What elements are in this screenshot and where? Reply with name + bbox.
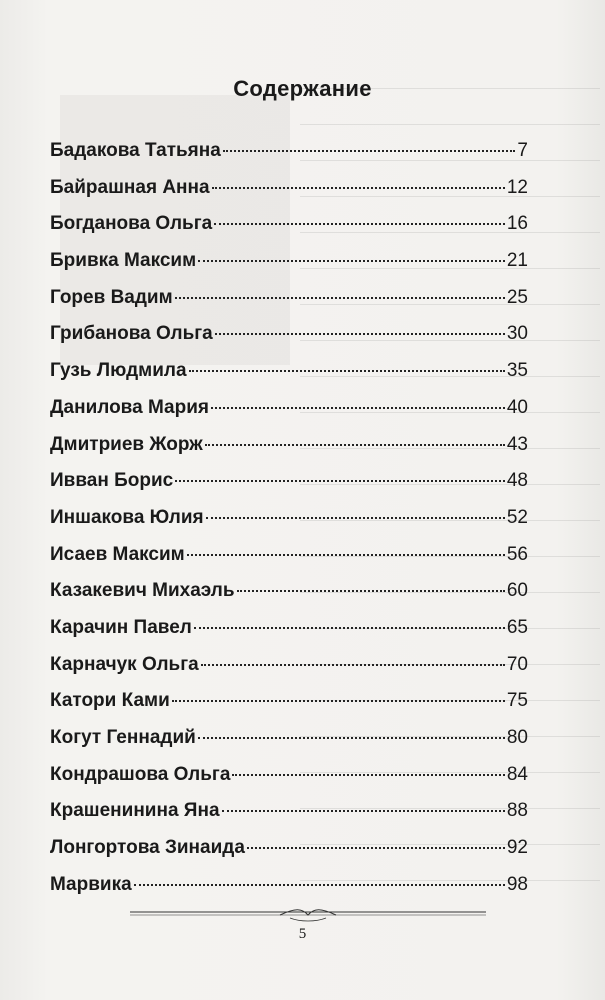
toc-entry-name: Иншакова Юлия — [50, 506, 204, 528]
toc-entry-page: 92 — [506, 837, 528, 859]
toc-entry-name: Бривка Максим — [50, 250, 197, 272]
dot-leader — [212, 187, 505, 189]
toc-entry-name: Данилова Мария — [50, 396, 209, 418]
toc-entry-page: 40 — [506, 396, 528, 418]
toc-entry-page: 75 — [506, 690, 528, 712]
table-of-contents — [50, 140, 528, 910]
toc-entry — [50, 690, 528, 727]
toc-entry-page: 25 — [506, 286, 528, 308]
dot-leader — [215, 333, 505, 335]
toc-entry-page: 35 — [506, 360, 528, 382]
toc-entry-page: 12 — [506, 176, 528, 198]
toc-entry-page: 65 — [506, 616, 528, 638]
toc-entry-page: 48 — [506, 470, 528, 492]
toc-entry-name: Горев Вадим — [50, 286, 173, 308]
toc-entry — [50, 250, 528, 287]
toc-entry — [50, 360, 528, 397]
toc-entry-page: 43 — [506, 433, 528, 455]
toc-entry-name: Дмитриев Жорж — [50, 433, 203, 455]
toc-entry — [50, 764, 528, 801]
toc-entry-page: 98 — [506, 873, 528, 895]
toc-entry — [50, 837, 528, 874]
dot-leader — [211, 407, 505, 409]
toc-entry — [50, 177, 528, 214]
toc-entry-name: Грибанова Ольга — [50, 323, 213, 345]
toc-entry-page: 52 — [506, 506, 528, 528]
toc-entry-page: 60 — [506, 580, 528, 602]
toc-entry-page: 56 — [506, 543, 528, 565]
divider-ornament — [130, 906, 486, 924]
toc-entry — [50, 434, 528, 471]
dot-leader — [175, 480, 505, 482]
dot-leader — [206, 517, 505, 519]
page-number: 5 — [298, 926, 307, 942]
toc-entry-page: 21 — [506, 250, 528, 272]
toc-entry-name: Исаев Максим — [50, 543, 185, 565]
toc-entry-page: 88 — [506, 800, 528, 822]
toc-entry-page: 80 — [506, 727, 528, 748]
toc-entry-name: Казакевич Михаэль — [50, 580, 235, 602]
toc-entry-page: 70 — [506, 653, 528, 675]
toc-entry — [50, 544, 528, 581]
toc-entry-name: Карначук Ольга — [50, 653, 199, 675]
dot-leader — [187, 554, 505, 556]
toc-entry — [50, 323, 528, 360]
toc-entry — [50, 213, 528, 250]
toc-entry — [50, 800, 528, 837]
toc-entry-name: Кондрашова Ольга — [50, 763, 231, 785]
dot-leader — [201, 664, 505, 666]
toc-entry — [50, 397, 528, 434]
toc-entry — [50, 507, 528, 544]
dot-leader — [247, 847, 505, 849]
toc-entry-name: Гузь Людмила — [50, 360, 187, 382]
toc-entry-page: 30 — [506, 323, 528, 345]
dot-leader — [205, 444, 505, 446]
page-title: Содержание — [233, 76, 372, 101]
toc-entry-page: 16 — [506, 213, 528, 235]
toc-entry-name: Богданова Ольга — [50, 213, 213, 235]
toc-entry-name: Бадакова Татьяна — [50, 140, 221, 161]
dot-leader — [198, 260, 505, 262]
toc-entry — [50, 580, 528, 617]
toc-entry-page: 7 — [517, 140, 528, 161]
dot-leader — [194, 627, 505, 629]
toc-entry-page: 84 — [506, 763, 528, 785]
dot-leader — [232, 774, 504, 776]
toc-entry-name: Когут Геннадий — [50, 727, 196, 748]
dot-leader — [237, 590, 505, 592]
dot-leader — [189, 370, 505, 372]
toc-entry — [50, 617, 528, 654]
toc-entry — [50, 654, 528, 691]
toc-entry-name: Марвика — [50, 873, 132, 895]
dot-leader — [214, 223, 505, 225]
dot-leader — [175, 297, 505, 299]
dot-leader — [198, 737, 505, 739]
toc-entry — [50, 470, 528, 507]
toc-entry — [50, 287, 528, 324]
toc-entry-name: Катори Ками — [50, 690, 170, 712]
toc-entry-name: Карачин Павел — [50, 616, 192, 638]
toc-entry — [50, 727, 528, 764]
toc-entry-name: Лонгортова Зинаида — [50, 837, 245, 859]
dot-leader — [172, 700, 505, 702]
dot-leader — [223, 150, 516, 152]
toc-entry-name: Ивван Борис — [50, 470, 174, 492]
toc-entry-name: Крашенинина Яна — [50, 800, 220, 822]
toc-entry — [50, 140, 528, 177]
toc-entry — [50, 874, 528, 911]
toc-entry-name: Байрашная Анна — [50, 176, 210, 198]
dot-leader — [134, 884, 505, 886]
dot-leader — [222, 810, 505, 812]
